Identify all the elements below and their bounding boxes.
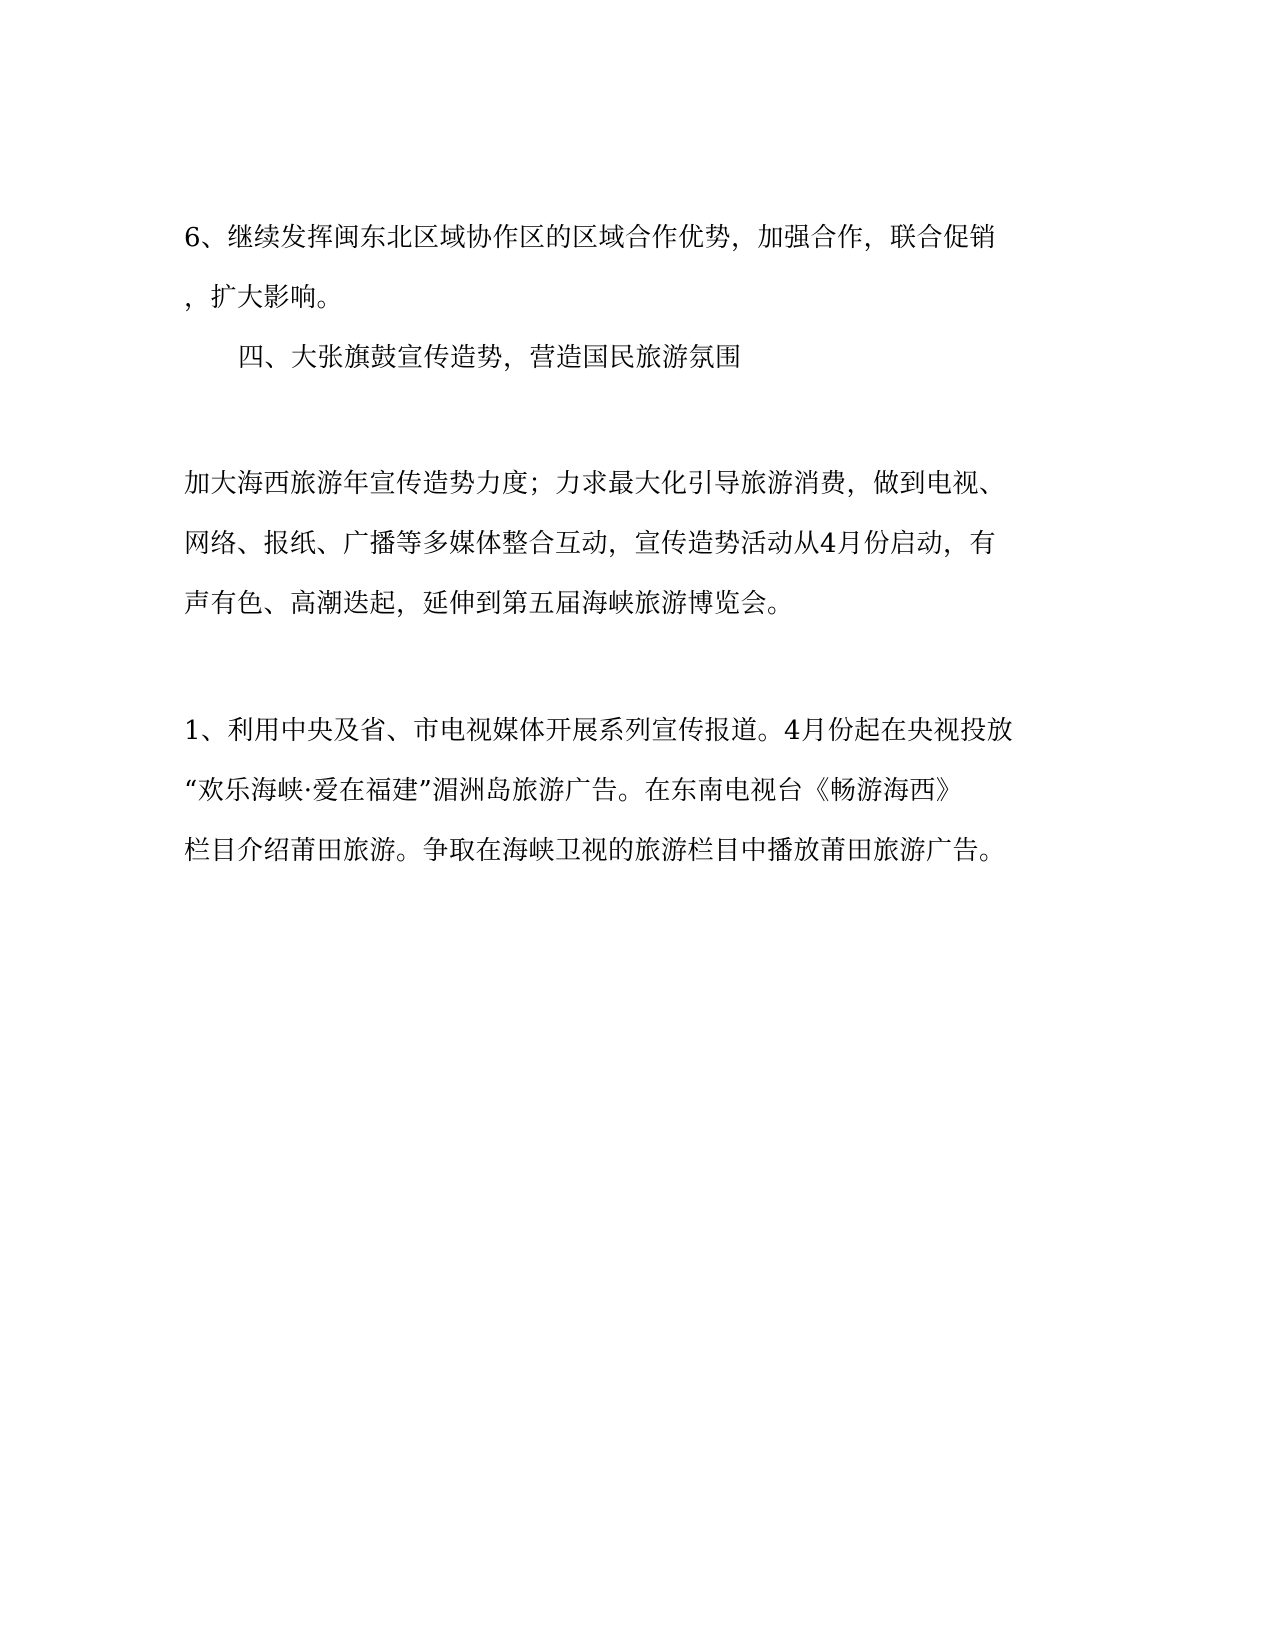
section-four-intro-line-3: 声有色、高潮迭起，延伸到第五届海峡旅游博览会。	[184, 589, 794, 619]
item1-line-2: “欢乐海峡·爱在福建”湄洲岛旅游广告。在东南电视台《畅游海西》	[184, 776, 963, 806]
item1-line-3: 栏目介绍莆田旅游。争取在海峡卫视的旅游栏目中播放莆田旅游广告。	[184, 836, 1006, 866]
section-four-heading: 四、大张旗鼓宣传造势，营造国民旅游氛围	[238, 343, 742, 373]
item6-line-2: ，扩大影响。	[184, 283, 344, 313]
item6-line-1: 6、继续发挥闽东北区域协作区的区域合作优势，加强合作，联合促销	[184, 223, 997, 253]
item1-line-1: 1、利用中央及省、市电视媒体开展系列宣传报道。4月份起在央视投放	[184, 716, 1014, 746]
section-four-intro-line-1: 加大海西旅游年宣传造势力度；力求最大化引导旅游消费，做到电视、	[184, 469, 1006, 499]
section-four-intro-line-2: 网络、报纸、广播等多媒体整合互动，宣传造势活动从4月份启动，有	[184, 529, 997, 559]
